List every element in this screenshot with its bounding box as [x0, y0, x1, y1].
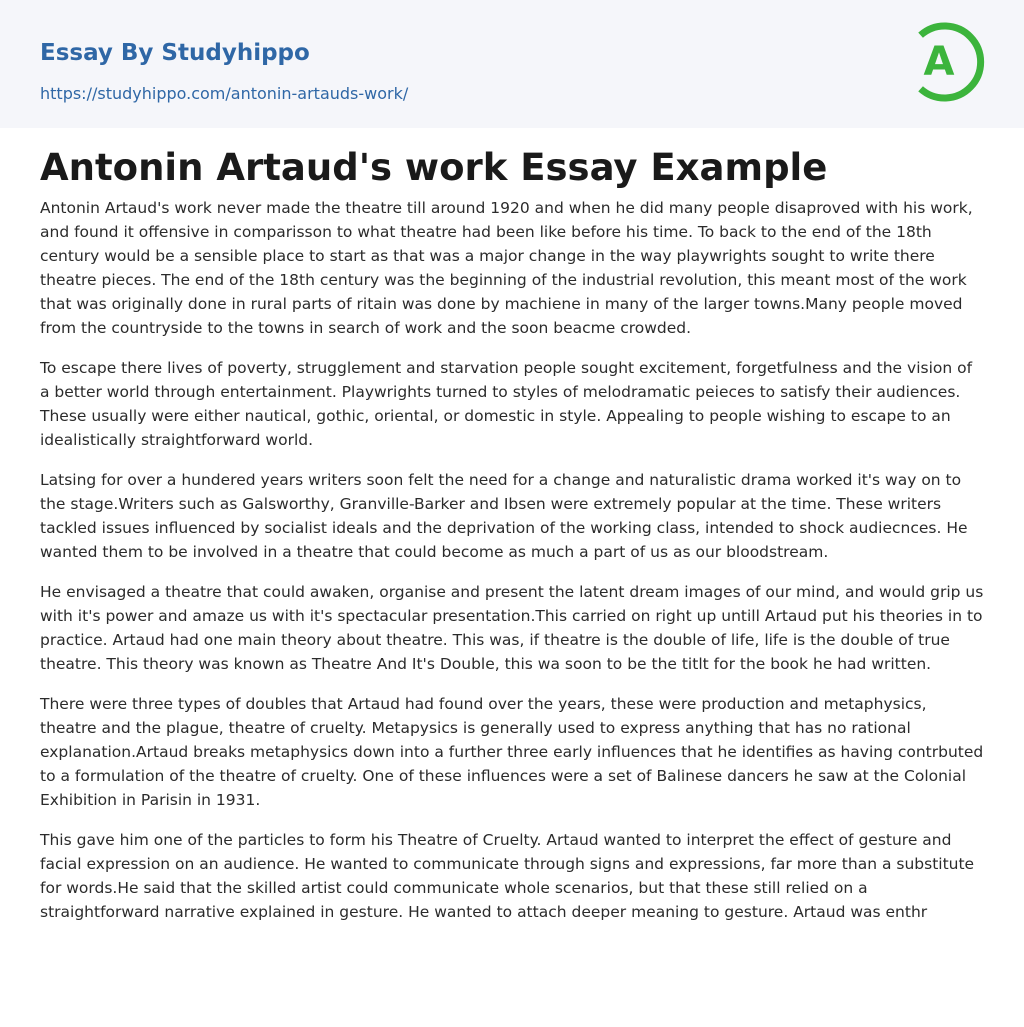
essay-paragraph: To escape there lives of poverty, strugglement and starvation people sought excitement, forgetfulness and the vision of a better world through entertainment. Playwrights turned to styles of melodramatic peieces to satisfy their audiences. These usually were either nautical, gothic, oriental, or domestic in style. Appealing to people wishing to escape to an idealistically straightforward world.	[40, 359, 973, 449]
logo-letter: A	[923, 39, 955, 85]
studyhippo-logo-icon[interactable]	[912, 18, 986, 106]
essay-title: Antonin Artaud's work Essay Example	[40, 146, 828, 189]
essay-paragraph: This gave him one of the particles to form his Theatre of Cruelty. Artaud wanted to interpret the effect of gesture and facial expression on an audience. He wanted to communicate through signs and expressions, far more than a substitute for words.He said that the skilled artist could communicate whole scenarios, but that these still relied on a straightforward narrative explained in gesture. He wanted to attach deeper meaning to gesture. Artaud was enthr	[40, 831, 975, 921]
essay-body	[40, 196, 984, 924]
essay-paragraph: He envisaged a theatre that could awaken, organise and present the latent dream images of our mind, and would grip us with it's power and amaze us with it's spectacular presentation.This carried on right up untill Artaud put his theories in to practice. Artaud had one main theory about theatre. This was, if theatre is the double of life, life is the double of true theatre. This theory was known as Theatre And It's Double, this wa soon to be the titlt for the book he had written.	[40, 583, 984, 673]
essay-paragraph: Antonin Artaud's work never made the theatre till around 1920 and when he did many people disaproved with his work, and found it offensive in comparisson to what theatre had been like before his time. To back to the end of the 18th century would be a sensible place to start as that was a major change in the way playwrights sought to write there theatre pieces. The end of the 18th century was the beginning of the industrial revolution, this meant most of the work that was originally done in rural parts of ritain was done by machiene in many of the larger towns.Many people moved from the countryside to the towns in search of work and the soon beacme crowded.	[40, 199, 973, 337]
essay-paragraph: There were three types of doubles that Artaud had found over the years, these were production and metaphysics, theatre and the plague, theatre of cruelty. Metapysics is generally used to express anything that has no rational explanation.Artaud breaks metaphysics down into a further three early influences that he identifies as having contrbuted to a formulation of the theatre of cruelty. One of these influences were a set of Balinese dancers he saw at the Colonial Exhibition in Parisin in 1931.	[40, 695, 984, 809]
source-url-link[interactable]: https://studyhippo.com/antonin-artauds-work/	[40, 84, 409, 103]
essay-content	[40, 140, 984, 940]
site-title[interactable]: Essay By Studyhippo	[40, 40, 310, 66]
essay-paragraph: Latsing for over a hundered years writers soon felt the need for a change and naturalistic drama worked it's way on to the stage.Writers such as Galsworthy, Granville-Barker and Ibsen were extremely popular at the time. These writers tackled issues influenced by socialist ideals and the deprivation of the working class, intended to shock audiecnces. He wanted them to be involved in a theatre that could become as much a part of us as our bloodstream.	[40, 471, 968, 561]
site-header	[0, 0, 1024, 128]
